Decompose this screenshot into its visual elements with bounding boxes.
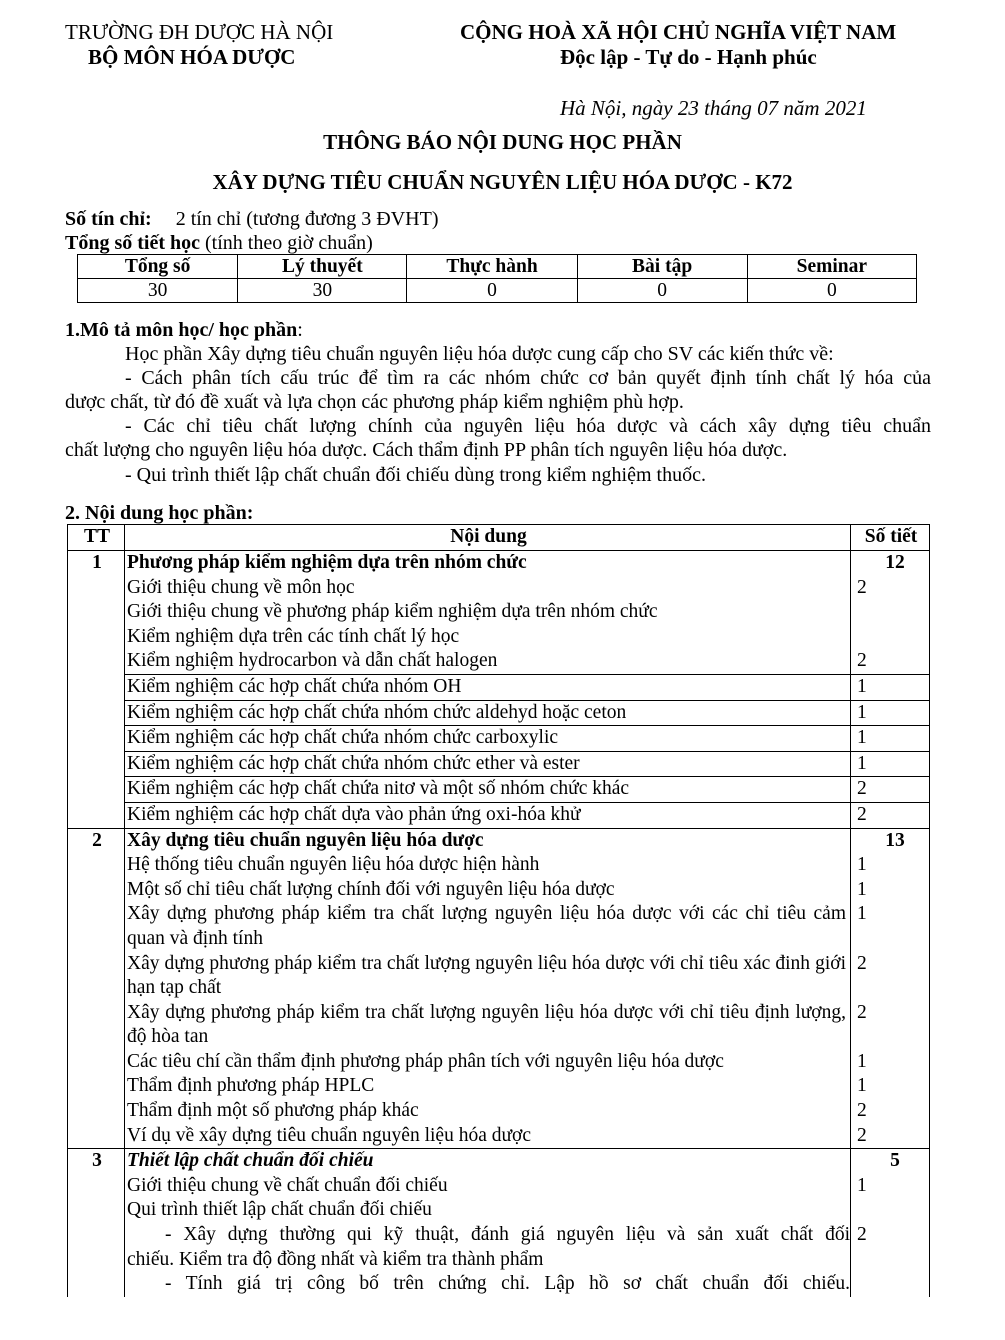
hours-value-row: [78, 279, 917, 303]
item-hours: [851, 1198, 930, 1223]
table-row: [68, 751, 930, 777]
item-hours: 2: [851, 777, 930, 803]
description-item2-a: - Các chỉ tiêu chất lượng chính của nguyên liệu hóa dược và cách xây dựng tiêu chuẩn: [125, 415, 931, 437]
description-heading-colon: :: [297, 319, 303, 341]
section-number: 2: [68, 828, 125, 1149]
item-text: Kiểm nghiệm các hợp chất dựa vào phản ứng oxi-hóa khử: [125, 802, 851, 828]
item-hours: 2: [851, 802, 930, 828]
credits-value: 2 tín chỉ (tương đương 3 ĐVHT): [175, 208, 439, 230]
section-hours: 5: [851, 1149, 930, 1174]
item-hours: 1: [851, 726, 930, 752]
item-hours: 2: [851, 1124, 930, 1149]
item-text: Thẩm định phương pháp HPLC: [125, 1074, 851, 1099]
item-text: Kiểm nghiệm các hợp chất chứa nitơ và một số nhóm chức khác: [125, 777, 851, 803]
hours-header-exercise: Bài tập: [577, 255, 747, 279]
item-hours: 2: [851, 1001, 930, 1050]
item-hours: 2: [851, 649, 930, 674]
description-item1-a: - Cách phân tích cấu trúc để tìm ra các nhóm chức cơ bản quyết định tính chất lý hóa của: [125, 367, 931, 389]
item-hours: [851, 600, 930, 625]
item-hours: 1: [851, 853, 930, 878]
document-title: THÔNG BÁO NỘI DUNG HỌC PHẦN: [323, 130, 682, 154]
hours-value-exercise: 0: [577, 279, 747, 303]
section-row: [68, 1149, 930, 1174]
table-row: [68, 1272, 930, 1297]
description-item2-b: chất lượng cho nguyên liệu hóa dược. Cách thẩm định PP phân tích nguyên liệu hóa dược.: [65, 439, 788, 461]
hours-header-seminar: Seminar: [747, 255, 916, 279]
item-hours: 1: [851, 878, 930, 903]
table-row: [68, 853, 930, 878]
item-text-continued: chiếu. Kiểm tra độ đồng nhất và kiểm tra thành phẩm: [125, 1248, 851, 1273]
section-number: 1: [68, 551, 125, 829]
hours-label: Tổng số tiết học: [65, 232, 200, 254]
table-row: [68, 902, 930, 951]
hours-note: (tính theo giờ chuẩn): [200, 232, 373, 254]
item-hours: [851, 1272, 930, 1297]
item-text: Giới thiệu chung về môn học: [125, 576, 851, 601]
item-hours: 2: [851, 576, 930, 601]
hours-header-row: [78, 255, 917, 279]
hours-header-practice: Thực hành: [407, 255, 577, 279]
document-date: Hà Nội, ngày 23 tháng 07 năm 2021: [560, 96, 867, 120]
table-row: [68, 777, 930, 803]
table-row: [68, 952, 930, 1001]
item-text: Qui trình thiết lập chất chuẩn đối chiếu: [125, 1198, 851, 1223]
item-text: - Tính giá trị công bố trên chứng chỉ. Lập hồ sơ chất chuẩn đối chiếu.: [125, 1272, 851, 1297]
table-row: [68, 726, 930, 752]
description-heading-text: 1.Mô tả môn học/ học phần: [65, 319, 298, 341]
item-hours: 1: [851, 700, 930, 726]
item-text: Một số chỉ tiêu chất lượng chính đối với nguyên liệu hóa dược: [125, 878, 851, 903]
item-text: Kiểm nghiệm các hợp chất chứa nhóm OH: [125, 674, 851, 700]
content-header-hours: Số tiết: [851, 525, 930, 551]
table-row: [68, 1198, 930, 1223]
hours-line: [65, 231, 373, 255]
item-text: Ví dụ về xây dựng tiêu chuẩn nguyên liệu hóa dược: [125, 1124, 851, 1149]
table-row: [68, 600, 930, 625]
content-header-tt: TT: [68, 525, 125, 551]
item-text: Các tiêu chí cần thẩm định phương pháp phân tích với nguyên liệu hóa dược: [125, 1050, 851, 1075]
section-hours: 13: [851, 828, 930, 853]
item-text: Xây dựng phương pháp kiểm tra chất lượng nguyên liệu hóa dược với các chỉ tiêu cảm quan và định tính: [125, 902, 851, 951]
description-item3: - Qui trình thiết lập chất chuẩn đối chiếu dùng trong kiểm nghiệm thuốc.: [125, 464, 706, 486]
hours-value-practice: 0: [407, 279, 577, 303]
table-row: [68, 625, 930, 650]
item-text: Thẩm định một số phương pháp khác: [125, 1099, 851, 1124]
item-hours: 1: [851, 1174, 930, 1199]
school-name: TRƯỜNG ĐH DƯỢC HÀ NỘI: [65, 20, 334, 44]
table-row: [68, 674, 930, 700]
hours-value-seminar: 0: [747, 279, 916, 303]
item-text: Kiểm nghiệm hydrocarbon và dẫn chất halogen: [125, 649, 851, 674]
table-row: [68, 700, 930, 726]
department-name: BỘ MÔN HÓA DƯỢC: [88, 45, 296, 69]
table-row: [68, 1099, 930, 1124]
table-row: [68, 878, 930, 903]
content-table: [67, 524, 930, 1297]
section-row: [68, 828, 930, 853]
table-row: [68, 1001, 930, 1050]
item-hours: 2: [851, 952, 930, 1001]
table-row: [68, 802, 930, 828]
table-row: [68, 1223, 930, 1248]
item-hours: 1: [851, 751, 930, 777]
item-text: Kiểm nghiệm các hợp chất chứa nhóm chức ether và ester: [125, 751, 851, 777]
credits-line: [65, 207, 439, 231]
table-row: [68, 1174, 930, 1199]
item-hours: 1: [851, 902, 930, 951]
item-text: Xây dựng phương pháp kiểm tra chất lượng nguyên liệu hóa dược với chỉ tiêu xác đinh giới hạn tạp chất: [125, 952, 851, 1001]
item-hours-empty: [851, 1248, 930, 1273]
section-title: Thiết lập chất chuẩn đối chiếu: [125, 1149, 851, 1174]
description-item1-b: dược chất, từ đó đề xuất và lựa chọn các phương pháp kiểm nghiệm phù hợp.: [65, 391, 684, 413]
content-heading: 2. Nội dung học phần:: [65, 502, 254, 524]
item-hours: 2: [851, 1099, 930, 1124]
hours-value-theory: 30: [238, 279, 407, 303]
item-hours: 2: [851, 1223, 930, 1248]
item-text: - Xây dựng thường qui kỹ thuật, đánh giá nguyên liệu và sản xuất chất đối: [125, 1223, 851, 1248]
item-text: Giới thiệu chung về chất chuẩn đối chiếu: [125, 1174, 851, 1199]
section-title: Xây dựng tiêu chuẩn nguyên liệu hóa dược: [125, 828, 851, 853]
table-row: [68, 1050, 930, 1075]
description-intro: Học phần Xây dựng tiêu chuẩn nguyên liệu hóa dược cung cấp cho SV các kiến thức về:: [125, 343, 834, 365]
item-text: Kiểm nghiệm các hợp chất chứa nhóm chức carboxylic: [125, 726, 851, 752]
item-hours: 1: [851, 1050, 930, 1075]
content-header-content: Nội dung: [125, 525, 851, 551]
item-text: Kiểm nghiệm dựa trên các tính chất lý học: [125, 625, 851, 650]
table-row: [68, 1248, 930, 1273]
item-text: Xây dựng phương pháp kiểm tra chất lượng nguyên liệu hóa dược với chỉ tiêu định lượng, độ hòa tan: [125, 1001, 851, 1050]
table-row: [68, 576, 930, 601]
item-text: Hệ thống tiêu chuẩn nguyên liệu hóa dược hiện hành: [125, 853, 851, 878]
national-motto: Độc lập - Tự do - Hạnh phúc: [560, 45, 817, 69]
credits-label: Số tín chỉ:: [65, 208, 152, 230]
hours-value-total: 30: [78, 279, 238, 303]
section-row: [68, 551, 930, 576]
content-header-row: [68, 525, 930, 551]
national-title: CỘNG HOÀ XÃ HỘI CHỦ NGHĨA VIỆT NAM: [460, 20, 897, 44]
section-number: 3: [68, 1149, 125, 1297]
item-hours: 1: [851, 1074, 930, 1099]
item-text: Giới thiệu chung về phương pháp kiểm nghiệm dựa trên nhóm chức: [125, 600, 851, 625]
table-row: [68, 1124, 930, 1149]
course-title: XÂY DỰNG TIÊU CHUẨN NGUYÊN LIỆU HÓA DƯỢC - K72: [212, 170, 793, 194]
table-row: [68, 1074, 930, 1099]
hours-summary-table: [77, 254, 917, 303]
hours-header-total: Tổng số: [78, 255, 238, 279]
table-row: [68, 649, 930, 674]
description-heading: [65, 318, 303, 342]
section-title: Phương pháp kiểm nghiệm dựa trên nhóm chức: [125, 551, 851, 576]
item-hours: [851, 625, 930, 650]
item-text: Kiểm nghiệm các hợp chất chứa nhóm chức aldehyd hoặc ceton: [125, 700, 851, 726]
item-hours: 1: [851, 674, 930, 700]
hours-header-theory: Lý thuyết: [238, 255, 407, 279]
section-hours: 12: [851, 551, 930, 576]
